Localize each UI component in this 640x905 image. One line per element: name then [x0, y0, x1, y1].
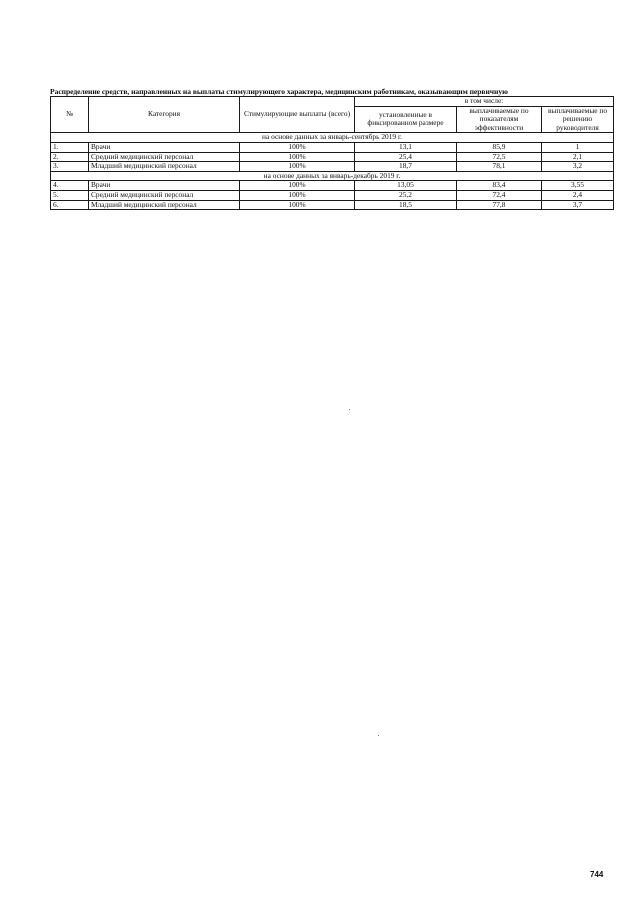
row-fixed: 13,1: [355, 142, 457, 152]
header-fixed: установленные в фиксированном размере: [355, 106, 457, 133]
row-efficiency: 77,8: [457, 200, 542, 210]
row-head-decision: 3,55: [542, 181, 614, 191]
table-row: [51, 190, 614, 200]
header-number: №: [51, 97, 89, 133]
row-efficiency: 85,9: [457, 142, 542, 152]
row-total: 100%: [240, 162, 355, 172]
table-row: [51, 181, 614, 191]
header-head-decision: выплачиваемые по решению руководителя: [542, 106, 614, 133]
header-total: Стимулирующие выплаты (всего): [240, 97, 355, 133]
page-number: 744: [590, 870, 604, 879]
header-efficiency: выплачиваемые по показателям эффективности: [457, 106, 542, 133]
row-head-decision: 1: [542, 142, 614, 152]
table-row: [51, 200, 614, 210]
row-number: 1.: [51, 142, 89, 152]
row-category: Врачи: [89, 142, 240, 152]
row-category: Врачи: [89, 181, 240, 191]
row-efficiency: 72,4: [457, 190, 542, 200]
row-fixed: 18,5: [355, 200, 457, 210]
section-row: [51, 171, 614, 181]
row-category: Младший медицинский персонал: [89, 200, 240, 210]
row-fixed: 25,4: [355, 152, 457, 162]
row-category: Младший медицинский персонал: [89, 162, 240, 172]
row-efficiency: 83,4: [457, 181, 542, 191]
row-head-decision: 3,2: [542, 162, 614, 172]
row-number: 4.: [51, 181, 89, 191]
row-fixed: 25,2: [355, 190, 457, 200]
stimulus-distribution-table: [50, 96, 614, 210]
table-row: [51, 152, 614, 162]
row-fixed: 18,7: [355, 162, 457, 172]
row-number: 3.: [51, 162, 89, 172]
scan-speck: [349, 409, 350, 410]
row-category: Средний медицинский персонал: [89, 152, 240, 162]
section-row: [51, 133, 614, 143]
row-head-decision: 2,4: [542, 190, 614, 200]
row-number: 5.: [51, 190, 89, 200]
row-efficiency: 78,1: [457, 162, 542, 172]
row-head-decision: 3,7: [542, 200, 614, 210]
section-label: на основе данных за январь-декабрь 2019 г.: [51, 171, 614, 181]
row-number: 6.: [51, 200, 89, 210]
row-total: 100%: [240, 142, 355, 152]
row-efficiency: 72,5: [457, 152, 542, 162]
header-category: Категория: [89, 97, 240, 133]
header-including: в том числе:: [355, 97, 614, 107]
document-title: Распределение средств, направленных на выплаты стимулирующего характера, медицинским работникам, оказывающим первичную: [50, 87, 508, 96]
row-total: 100%: [240, 190, 355, 200]
row-total: 100%: [240, 200, 355, 210]
scan-speck: [378, 735, 379, 736]
row-total: 100%: [240, 152, 355, 162]
row-category: Средний медицинский персонал: [89, 190, 240, 200]
section-label: на основе данных за январь-сентябрь 2019 г.: [51, 133, 614, 143]
row-number: 2.: [51, 152, 89, 162]
table-row: [51, 142, 614, 152]
table-row: [51, 162, 614, 172]
table-header-row: [51, 97, 614, 107]
row-fixed: 13,05: [355, 181, 457, 191]
row-total: 100%: [240, 181, 355, 191]
row-head-decision: 2,1: [542, 152, 614, 162]
